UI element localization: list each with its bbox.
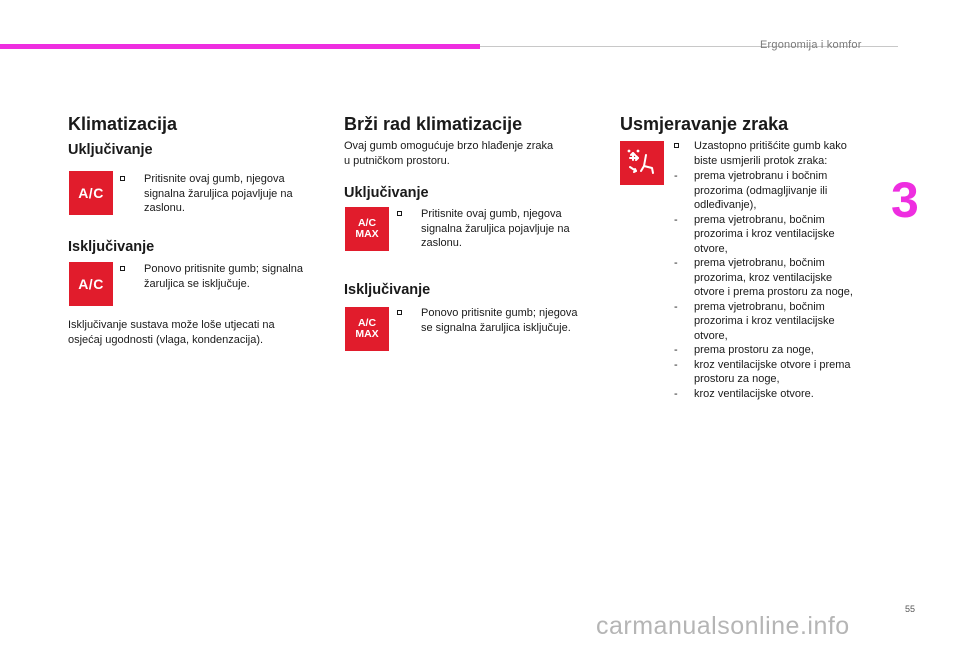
dash-mark: - [674, 257, 678, 269]
text-line: Ponovo pritisnite gumb; signalna [144, 263, 303, 275]
text-line: prozorima (odmagljivanje ili [694, 184, 828, 197]
text-line: Ovaj gumb omogućuje brzo hlađenje zraka [344, 140, 554, 152]
air-direction-list [674, 169, 894, 401]
ac-button-label: A/C [78, 276, 104, 292]
text-line: otvore i prema prostoru za noge, [694, 286, 853, 298]
bullet-square-icon [397, 211, 402, 216]
text-line: Ponovo pritisnite gumb; njegova [421, 307, 578, 319]
ac-max-label-bottom: MAX [355, 228, 379, 240]
list-item [674, 343, 894, 358]
text-line: se signalna žaruljica isključuje. [421, 321, 571, 334]
text-line: prema vjetrobranu, bočnim [694, 300, 825, 313]
text-line: osjećaj ugodnosti (vlaga, kondenzacija). [68, 333, 264, 346]
bullet-square-icon [397, 310, 402, 315]
text-line: prema vjetrobranu, bočnim [694, 257, 825, 269]
bullet-square-icon [674, 143, 679, 148]
ac-button-icon [69, 262, 113, 306]
col1-on-heading: Uključivanje [68, 142, 153, 158]
text-line: Isključivanje sustava može loše utjecati na [68, 319, 275, 331]
text-line: kroz ventilacijske otvore i prema [694, 358, 851, 371]
text-line: prema vjetrobranu i bočnim [694, 170, 828, 182]
dash-mark: - [674, 213, 678, 226]
text-line: Uzastopno pritišćite gumb kako [694, 140, 847, 152]
page-number: 55 [905, 604, 916, 614]
dash-mark: - [674, 358, 678, 371]
col2-title: Brži rad klimatizacije [344, 114, 523, 134]
ac-button-label: A/C [78, 185, 104, 201]
col2-on-heading: Uključivanje [344, 185, 429, 201]
list-item [674, 300, 894, 344]
text-line: prozorima i kroz ventilacijske [694, 315, 835, 327]
ac-max-label-top: A/C [357, 316, 377, 329]
col3-title: Usmjeravanje zraka [620, 114, 789, 134]
list-item [674, 387, 894, 402]
text-line: signalna žaruljica pojavljuje na [421, 222, 570, 235]
text-line: Pritisnite ovaj gumb, njegova [421, 208, 562, 220]
text-line: prozorima, kroz ventilacijske [694, 271, 833, 284]
text-line: zaslonu. [421, 237, 462, 249]
text-line: Pritisnite ovaj gumb, njegova [144, 173, 285, 185]
col1-title: Klimatizacija [68, 114, 178, 134]
text-line: prema vjetrobranu, bočnim [694, 213, 825, 226]
col2-intro [344, 139, 594, 168]
air-distribution-icon [624, 145, 660, 181]
dash-mark: - [674, 170, 678, 182]
text-line: otvore, [694, 329, 728, 342]
ac-max-button-icon [345, 307, 389, 351]
text-line: prema prostoru za noge, [694, 344, 814, 356]
section-name: Ergonomija i komfor [760, 39, 862, 51]
text-line: kroz ventilacijske otvore. [694, 387, 814, 400]
text-line: prozorima i kroz ventilacijske [694, 228, 835, 240]
air-distribution-button [620, 141, 664, 185]
ac-max-label-top: A/C [357, 216, 377, 229]
text-line: prostoru za noge, [694, 373, 780, 385]
list-item [674, 169, 894, 213]
header-accent-bar [0, 44, 480, 49]
list-item [674, 358, 894, 387]
text-line: žaruljica se isključuje. [144, 277, 250, 290]
col1-off-heading: Isključivanje [68, 239, 155, 255]
ac-max-label-bottom: MAX [355, 328, 379, 340]
bullet-square-icon [120, 266, 125, 271]
text-line: odleđivanje), [694, 199, 757, 211]
chapter-number: 3 [891, 172, 919, 228]
bullet-square-icon [120, 176, 125, 181]
text-line: zaslonu. [144, 202, 185, 214]
text-line: u putničkom prostoru. [344, 154, 450, 167]
list-item [674, 213, 894, 257]
text-line: otvore, [694, 242, 728, 255]
ac-button-icon [69, 171, 113, 215]
list-item [674, 256, 894, 300]
col1-note [68, 318, 318, 347]
col2-off-heading: Isključivanje [344, 282, 431, 298]
dash-mark: - [674, 300, 678, 313]
dash-mark: - [674, 387, 678, 400]
watermark: carmanualsonline.info [596, 612, 850, 640]
text-line: signalna žaruljica pojavljuje na [144, 187, 293, 200]
text-line: biste usmjerili protok zraka: [694, 154, 828, 167]
dash-mark: - [674, 344, 678, 356]
ac-max-button-icon [345, 207, 389, 251]
